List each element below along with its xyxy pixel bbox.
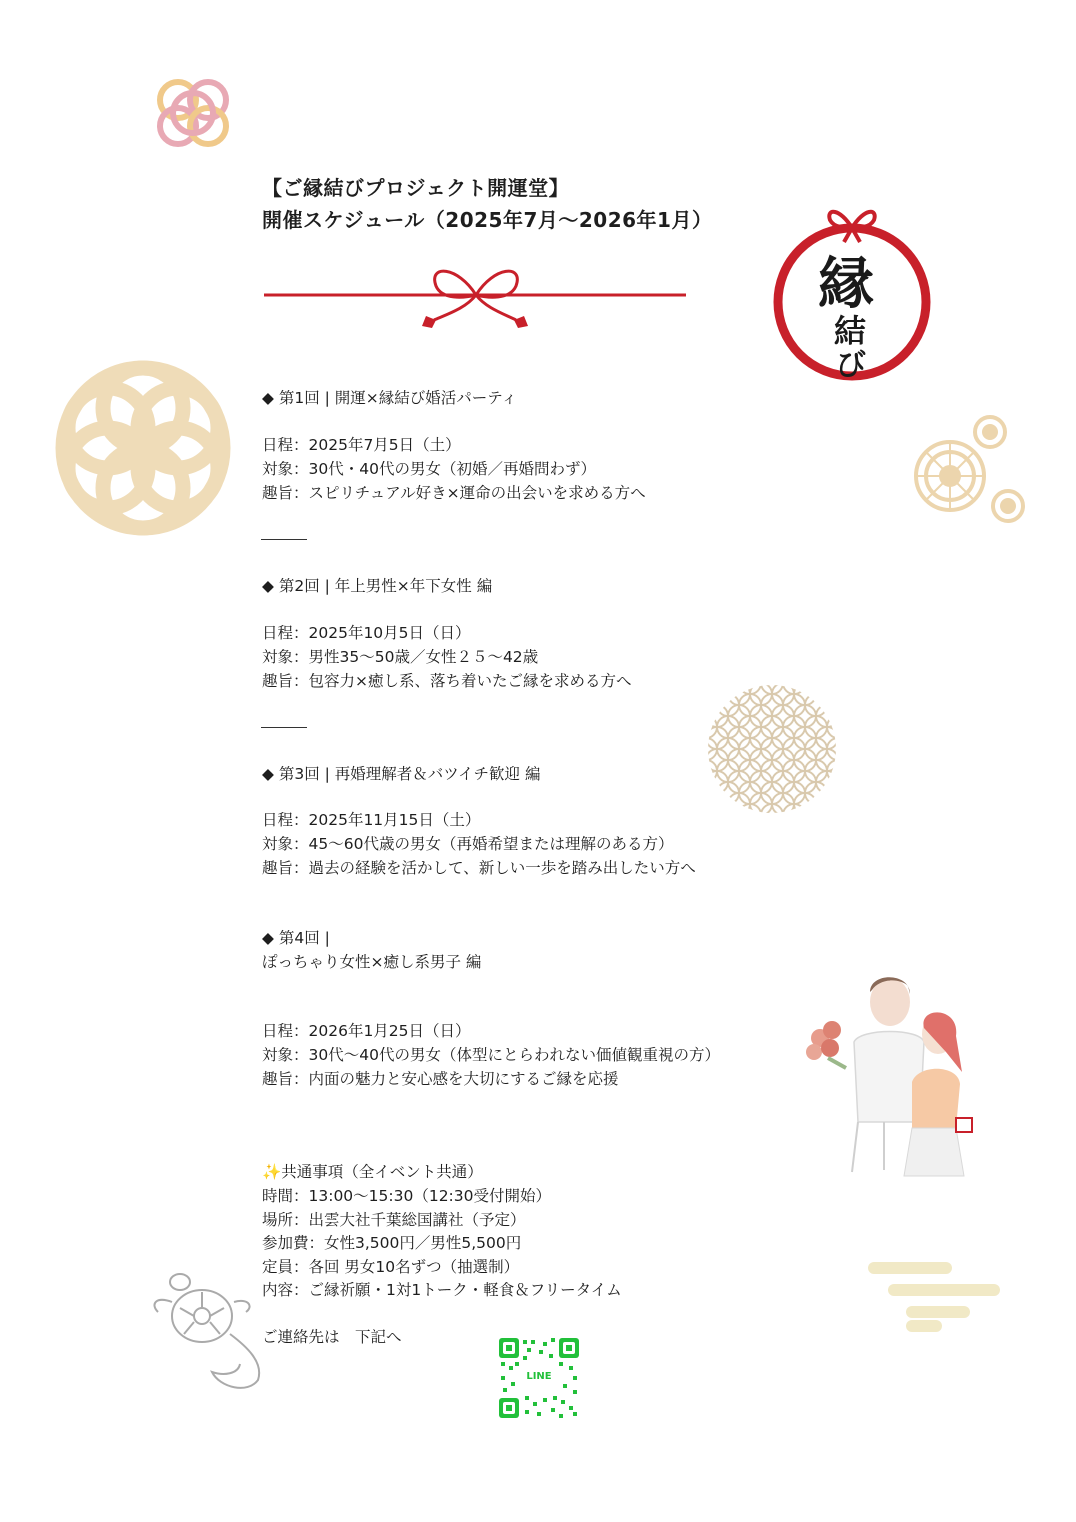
- shippo-pattern-circle-icon: [706, 683, 838, 815]
- mizuhiki-bow-divider: [258, 256, 690, 336]
- event-1-date: 日程：2025年7月5日（土）: [262, 436, 461, 454]
- event-1-target: 対象：30代・40代の男女（初婚／再婚問わず）: [262, 460, 596, 478]
- event-2-date: 日程：2025年10月5日（日）: [262, 624, 471, 642]
- badge-char-musu: 結: [834, 312, 867, 350]
- title-line-1: 【ご縁結びプロジェクト開運堂】: [262, 176, 570, 200]
- common-capacity: 定員：各回 男女10名ずつ（抽選制）: [262, 1258, 520, 1276]
- event-4-date: 日程：2026年1月25日（日）: [262, 1022, 471, 1040]
- event-4-heading-2: ぽっちゃり女性×癒し系男子 編: [262, 953, 482, 971]
- chrysanthemum-icon: [906, 410, 1030, 526]
- event-3-target: 対象：45〜60代歳の男女（再婚希望または理解のある方）: [262, 835, 674, 853]
- title-line-2: 開催スケジュール（2025年7月〜2026年1月）: [262, 208, 713, 232]
- event-3-date: 日程：2025年11月15日（土）: [262, 811, 481, 829]
- divider: [261, 539, 307, 540]
- turtle-icon: [150, 1272, 270, 1394]
- common-place: 場所：出雲大社千葉総国講社（予定）: [262, 1211, 526, 1229]
- divider: [261, 727, 307, 728]
- event-4-target: 対象：30代〜40代の男女（体型にとらわれない価値観重視の方）: [262, 1046, 720, 1064]
- event-1-heading: ◆ 第1回 | 開運×縁結び婚活パーティ: [262, 389, 518, 407]
- event-3-purpose: 趣旨：過去の経験を活かして、新しい一歩を踏み出したい方へ: [262, 859, 696, 877]
- contact-text: ご連絡先は 下記へ: [262, 1328, 402, 1346]
- event-2-purpose: 趣旨：包容力×癒し系、落ち着いたご縁を求める方へ: [262, 672, 632, 690]
- enmusubi-badge: [772, 204, 936, 384]
- event-1-purpose: 趣旨：スピリチュアル好き×運命の出会いを求める方へ: [262, 484, 646, 502]
- common-time: 時間：13:00〜15:30（12:30受付開始）: [262, 1187, 552, 1205]
- event-4-heading: ◆ 第4回 |: [262, 929, 330, 947]
- line-logo-label: LINE: [526, 1371, 552, 1382]
- couple-illustration: [800, 972, 976, 1182]
- cloud-ornament-icon: [866, 1260, 1006, 1336]
- badge-char-en: 縁: [818, 251, 874, 317]
- badge-char-bi: び: [836, 348, 866, 383]
- event-4-purpose: 趣旨：内面の魅力と安心感を大切にするご縁を応援: [262, 1070, 619, 1088]
- event-2-target: 対象：男性35〜50歳／女性２５〜42歳: [262, 648, 539, 666]
- event-3-heading: ◆ 第3回 | 再婚理解者＆バツイチ歓迎 編: [262, 765, 541, 783]
- common-heading: ✨共通事項（全イベント共通）: [262, 1163, 483, 1181]
- page-title: [262, 172, 712, 236]
- event-2-heading: ◆ 第2回 | 年上男性×年下女性 編: [262, 577, 493, 595]
- common-content: 内容：ご縁祈願・1対1トーク・軽食＆フリータイム: [262, 1281, 622, 1299]
- common-fee: 参加費：女性3,500円／男性5,500円: [262, 1234, 522, 1252]
- knot-ornament-icon: [148, 70, 240, 156]
- line-qr-code[interactable]: [497, 1336, 581, 1420]
- shippo-flower-icon: [52, 350, 234, 546]
